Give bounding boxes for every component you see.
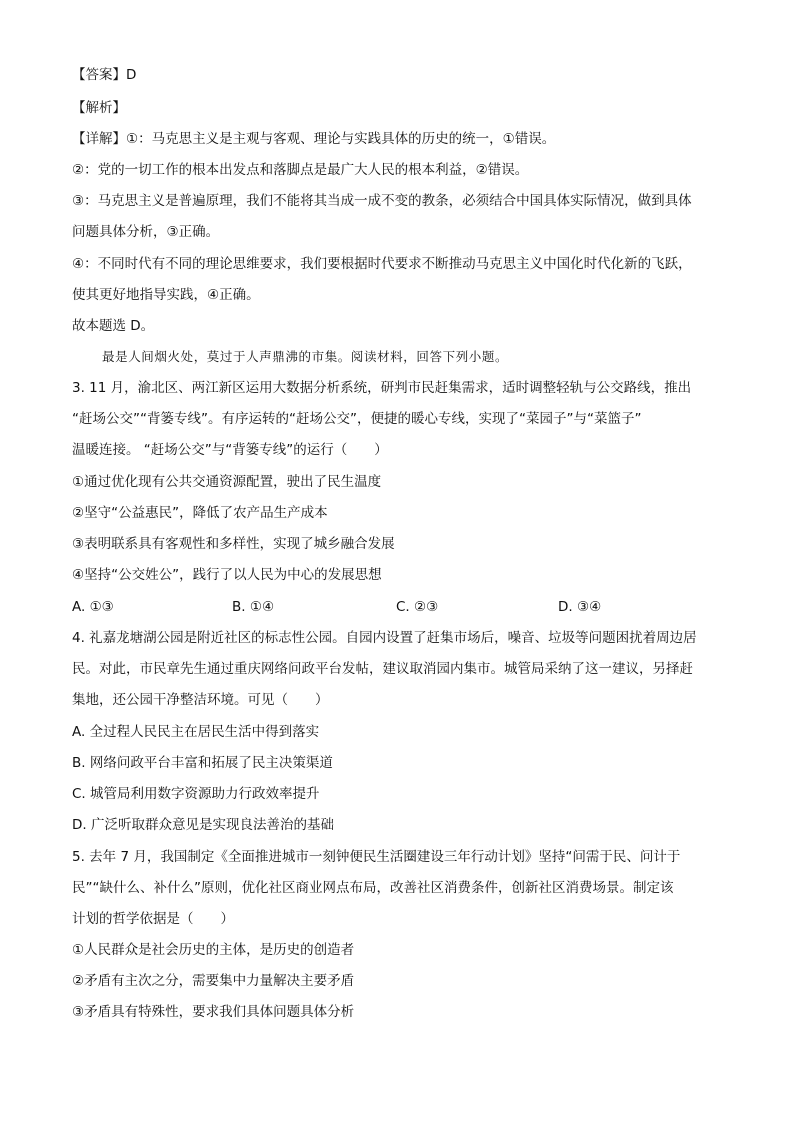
question-3-option-a: A. ①③ <box>72 599 114 615</box>
question-3-item: ①通过优化现有公共交通资源配置，驶出了民生温度 <box>72 474 382 490</box>
question-3-option-b: B. ①④ <box>232 599 275 615</box>
question-4-option-c: C. 城管局利用数字资源助力行政效率提升 <box>72 786 320 802</box>
answer-label: 【答案】 <box>72 67 126 83</box>
question-5-item: ③矛盾具有特殊性，要求我们具体问题具体分析 <box>72 1004 355 1020</box>
answer-line <box>72 65 136 85</box>
reading-excerpt: 最是人间烟火处，莫过于人声鼎沸的市集。阅读材料，回答下列小题。 <box>102 349 509 364</box>
detail-line: 【详解】①：马克思主义是主观与客观、理论与实践具体的历史的统一，①错误。 <box>72 131 556 147</box>
detail-line: ④：不同时代有不同的理论思维要求，我们要根据时代要求不断推动马克思主义中国化时代化新的飞跃， <box>72 256 692 272</box>
detail-line: 使其更好地指导实践，④正确。 <box>72 287 260 303</box>
question-5-item: ②矛盾有主次之分，需要集中力量解决主要矛盾 <box>72 973 355 989</box>
question-3-stem: “赶场公交”“背篓专线”。有序运转的“赶场公交”，便捷的暖心专线，实现了“菜园子”与“菜篮子” <box>72 411 642 427</box>
question-3-item: ②坚守“公益惠民”，降低了农产品生产成本 <box>72 505 328 521</box>
detail-line: 问题具体分析，③正确。 <box>72 224 220 240</box>
question-4-option-a: A. 全过程人民民主在居民生活中得到落实 <box>72 724 320 740</box>
question-3-stem: 温暖连接。 “赶场公交”与“背篓专线”的运行（ ） <box>72 442 388 458</box>
analysis-heading: 【解析】 <box>72 100 126 116</box>
question-3-option-d: D. ③④ <box>558 599 602 615</box>
question-5-item: ①人民群众是社会历史的主体，是历史的创造者 <box>72 942 355 958</box>
question-5-stem: 民”“缺什么、补什么”原则，优化社区商业网点布局，改善社区消费条件，创新社区消费场景。制定该 <box>72 880 674 896</box>
question-4-option-d: D. 广泛听取群众意见是实现良法善治的基础 <box>72 817 334 833</box>
question-4-stem: 民。对此，市民章先生通过重庆网络问政平台发帖，建议取消园内集市。城管局采纳了这一建议，另择赶 <box>72 661 693 677</box>
detail-line: ③：马克思主义是普遍原理，我们不能将其当成一成不变的教条，必须结合中国具体实际情况，做到具体 <box>72 193 692 209</box>
detail-line: 故本题选 D。 <box>72 318 155 334</box>
question-4-option-b: B. 网络问政平台丰富和拓展了民主决策渠道 <box>72 755 333 771</box>
question-3-item: ③表明联系具有客观性和多样性，实现了城乡融合发展 <box>72 536 395 552</box>
question-3-stem: 3. 11 月，渝北区、两江新区运用大数据分析系统，研判市民赶集需求，适时调整轻轨与公交路线，推出 <box>72 380 692 396</box>
question-3-item: ④坚持“公交姓公”，践行了以人民为中心的发展思想 <box>72 567 382 583</box>
detail-line: ②：党的一切工作的根本出发点和落脚点是最广大人民的根本利益，②错误。 <box>72 162 529 178</box>
question-5-stem: 计划的哲学依据是（ ） <box>72 911 234 927</box>
answer-value: D <box>126 67 137 83</box>
question-3-option-c: C. ②③ <box>396 599 439 615</box>
question-5-stem: 5. 去年 7 月，我国制定《全面推进城市一刻钟便民生活圈建设三年行动计划》坚持“问需于民、问计于 <box>72 849 681 865</box>
question-4-stem: 集地，还公园干净整洁环境。可见（ ） <box>72 692 329 708</box>
question-4-stem: 4. 礼嘉龙塘湖公园是附近社区的标志性公园。自园内设置了赶集市场后，噪音、垃圾等问题困扰着周边居 <box>72 630 697 646</box>
